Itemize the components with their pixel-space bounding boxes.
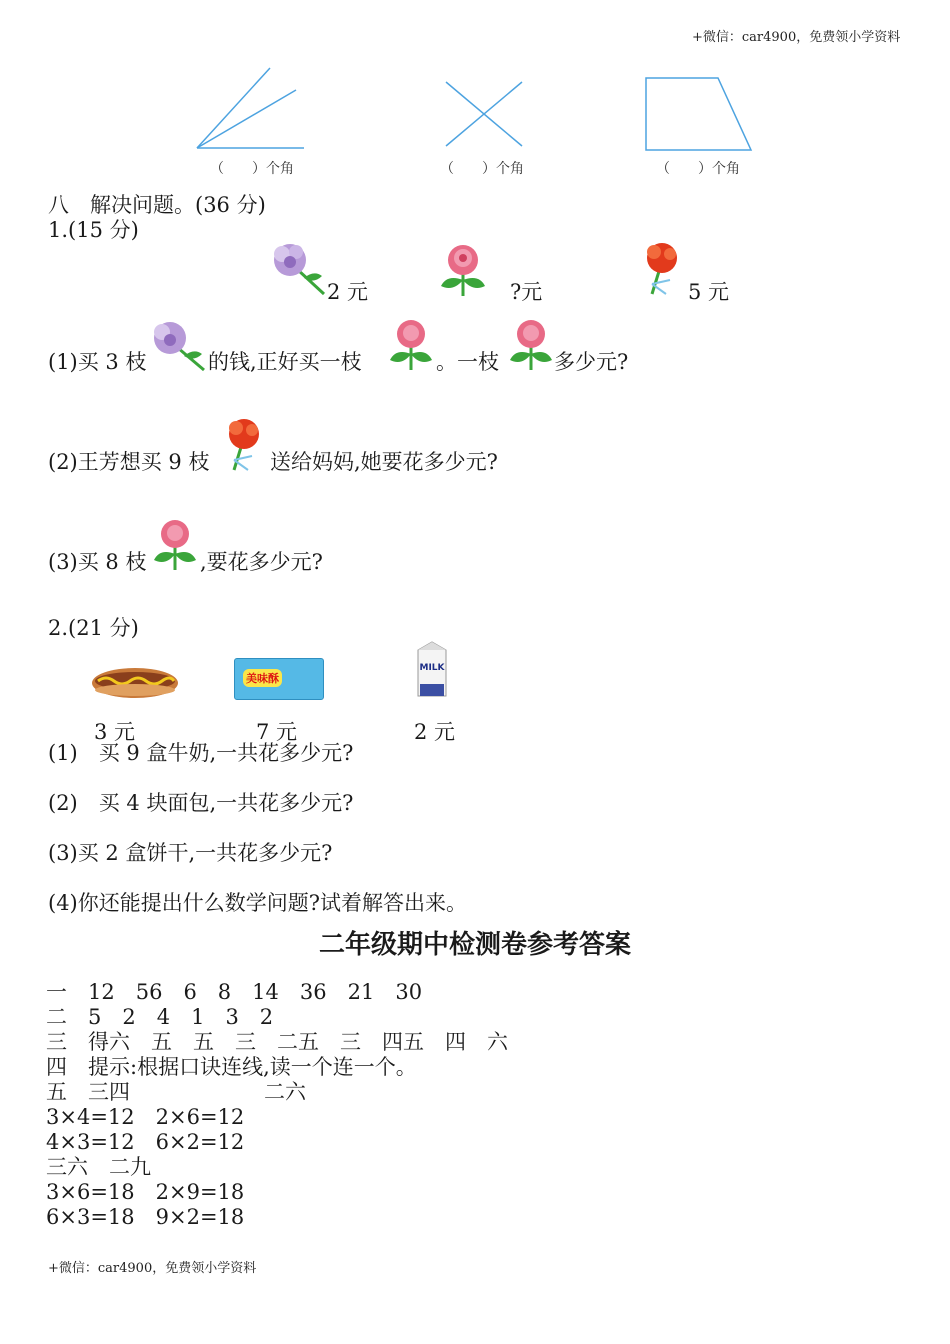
answer-line: 一 12 56 6 8 14 36 21 30 bbox=[46, 980, 423, 1004]
angle-figure-cross bbox=[440, 78, 530, 150]
q1-part2-a: (2)王芳想买 9 枝 bbox=[48, 450, 210, 474]
answer-line: 3×6=18 2×9=18 bbox=[46, 1180, 245, 1204]
answer-line: 3×4=12 2×6=12 bbox=[46, 1105, 245, 1129]
angle-caption-3: （ ）个角 bbox=[656, 161, 740, 177]
answer-line: 三六 二九 bbox=[46, 1155, 151, 1179]
answer-line: 四 提示:根据口诀连线,读一个连一个。 bbox=[46, 1055, 417, 1079]
q2-price-milk: 2 元 bbox=[414, 720, 456, 744]
milk-carton-icon bbox=[414, 640, 450, 698]
q2-part2: (2) 买 4 块面包,一共花多少元? bbox=[48, 791, 354, 815]
q1-price-red: 5 元 bbox=[688, 280, 730, 304]
answer-line: 五 三四 bbox=[46, 1080, 130, 1104]
biscuit-brand-label: 美味酥 bbox=[243, 669, 282, 687]
q1-price-purple: 2 元 bbox=[327, 280, 369, 304]
q1-price-pink: ?元 bbox=[510, 280, 543, 304]
footer-watermark: +微信：car4900，免费领小学资料 bbox=[48, 1261, 257, 1276]
q1-part2-b: 送给妈妈,她要花多少元? bbox=[270, 450, 498, 474]
q2-part3: (3)买 2 盒饼干,一共花多少元? bbox=[48, 841, 333, 865]
q2-label: 2.(21 分) bbox=[48, 616, 139, 640]
angle-caption-2: （ ）个角 bbox=[440, 161, 524, 177]
q1-part3-b: ,要花多少元? bbox=[200, 550, 323, 574]
q2-part4: (4)你还能提出什么数学问题?试着解答出来。 bbox=[48, 891, 468, 915]
purple-flower-icon bbox=[148, 318, 210, 374]
answer-line-right: 二六 bbox=[264, 1080, 306, 1104]
q1-label: 1.(15 分) bbox=[48, 218, 139, 242]
answer-line: 二 5 2 4 1 3 2 bbox=[46, 1005, 274, 1029]
biscuit-box-icon bbox=[234, 658, 324, 700]
pink-flower-icon bbox=[436, 240, 490, 300]
q2-price-biscuit: 7 元 bbox=[256, 720, 298, 744]
angle-caption-1: （ ）个角 bbox=[210, 161, 294, 177]
purple-flower-icon bbox=[268, 240, 330, 298]
section-8-heading: 八 解决问题。(36 分) bbox=[48, 193, 266, 217]
answers-title: 二年级期中检测卷参考答案 bbox=[318, 930, 631, 960]
pink-flower-icon bbox=[506, 316, 556, 372]
red-flower-icon bbox=[638, 240, 690, 298]
q1-part1-b: 的钱,正好买一枝 bbox=[208, 350, 362, 374]
q1-part1-c: 。一枝 bbox=[436, 350, 499, 374]
q1-part1-a: (1)买 3 枝 bbox=[48, 350, 147, 374]
milk-carton-label: MILK bbox=[419, 663, 445, 673]
pink-flower-icon bbox=[150, 516, 200, 572]
header-watermark: +微信：car4900，免费领小学资料 bbox=[692, 30, 901, 45]
angle-figure-trapezoid bbox=[640, 74, 758, 154]
answer-line: 6×3=18 9×2=18 bbox=[46, 1205, 245, 1229]
hotdog-bread-icon bbox=[90, 666, 180, 700]
answer-line: 三 得六 五 五 三 二五 三 四五 四 六 bbox=[46, 1030, 508, 1054]
angle-figure-fan bbox=[190, 62, 310, 154]
q2-part1: (1) 买 9 盒牛奶,一共花多少元? bbox=[48, 741, 354, 765]
answer-line: 4×3=12 6×2=12 bbox=[46, 1130, 245, 1154]
pink-flower-icon bbox=[386, 316, 436, 372]
q2-price-bread: 3 元 bbox=[94, 720, 136, 744]
red-flower-icon bbox=[220, 416, 272, 474]
q1-part1-d: 多少元? bbox=[554, 350, 629, 374]
q1-part3-a: (3)买 8 枝 bbox=[48, 550, 147, 574]
